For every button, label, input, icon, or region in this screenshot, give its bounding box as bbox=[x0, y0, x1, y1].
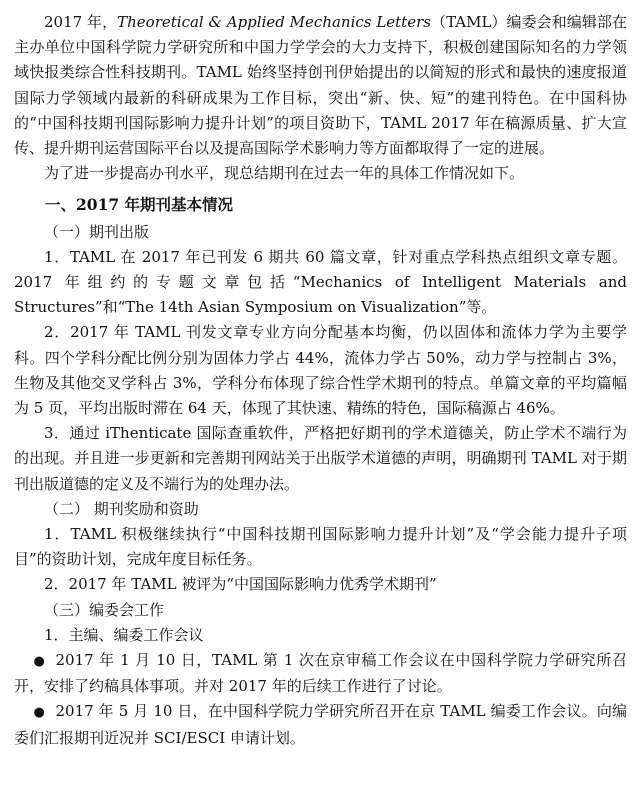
section-heading: 一、2017 年期刊基本情况 bbox=[45, 195, 234, 215]
subsection-title-publishing: （一）期刊出版 bbox=[44, 222, 150, 241]
intro-rest: （TAML）编委会和编辑部在主办单位中国科学院力学研究所和中国力学学会的大力支持下，积极创建国际知名的力学领域快报类综合性科技期刊。TAML 始终坚持创刊伊始提出的以简短的形式和最快的速度报道国际力学领域内最新的科研成果为工作目标，突出“新、快、短”的建刊特色。在中国科协的“中国科技期刊国际影响力提升计划”的项目资助下，TAML 2017 年在稿源质量、扩大宣传、提升期刊运营国际平台以及提高国际学术影响力等方面都取得了一定的进展。 bbox=[14, 13, 627, 158]
subsection-title-editorial: （三）编委会工作 bbox=[44, 600, 165, 619]
bullet-dot-icon: ● bbox=[33, 705, 45, 721]
editorial-item-1: 1．主编、编委工作会议 bbox=[44, 625, 204, 644]
journal-name: Theoretical & Applied Mechanics Letters bbox=[117, 13, 431, 31]
awards-item-1: 1．TAML 积极继续执行“中国科技期刊国际影响力提升计划”及“学会能力提升子项目”的资助计划，完成年度目标任务。 bbox=[14, 525, 627, 569]
publishing-item-3: 3．通过 iThenticate 国际查重软件，严格把好期刊的学术道德关，防止学术不端行为的出现。并且进一步更新和完善期刊网站关于出版学术道德的声明，明确期刊 TAML 对于期刊出版道德的定义及不端行为的处理办法。 bbox=[14, 424, 627, 493]
summary-paragraph: 为了进一步提高办刊水平，现总结期刊在过去一年的具体工作情况如下。 bbox=[44, 164, 525, 183]
awards-item-2: 2．2017 年 TAML 被评为“中国国际影响力优秀学术期刊” bbox=[44, 575, 437, 594]
meeting-bullet bbox=[14, 699, 627, 750]
intro-paragraph bbox=[14, 10, 627, 161]
subsection-title-awards: （二） 期刊奖励和资助 bbox=[44, 499, 199, 518]
bullet-dot-icon: ● bbox=[33, 654, 45, 670]
intro-year: 2017 年， bbox=[44, 13, 118, 31]
publishing-item-2: 2．2017 年 TAML 刊发文章专业方向分配基本均衡，仍以固体和流体力学为主要学科。四个学科分配比例分别为固体力学占 44%，流体力学占 50%，动力学与控制占 3%，生物及其他交叉学科占 3%，学科分布体现了综合性学术期刊的特点。单篇文章的平均篇幅为 5 页，平均出版时滞在 64 天，体现了其快速、精练的特色，国际稿源占 46%。 bbox=[14, 323, 627, 418]
meeting-text: 2017 年 1 月 10 日，TAML 第 1 次在京审稿工作会议在中国科学院力学研究所召开，安排了约稿具体事项。并对 2017 年的后续工作进行了讨论。 bbox=[14, 651, 627, 696]
meeting-text: 2017 年 5 月 10 日，在中国科学院力学研究所召开在京 TAML 编委工作会议。向编委们汇报期刊近况并 SCI/ESCI 申请计划。 bbox=[14, 702, 627, 747]
publishing-item-1: 1．TAML 在 2017 年已刊发 6 期共 60 篇文章，针对重点学科热点组织文章专题。2017 年组约的专题文章包括“Mechanics of Intelligent Materials and Structures”和“The 14th Asian Symposium on Visualization”等。 bbox=[14, 247, 627, 317]
meeting-bullet bbox=[14, 648, 627, 699]
